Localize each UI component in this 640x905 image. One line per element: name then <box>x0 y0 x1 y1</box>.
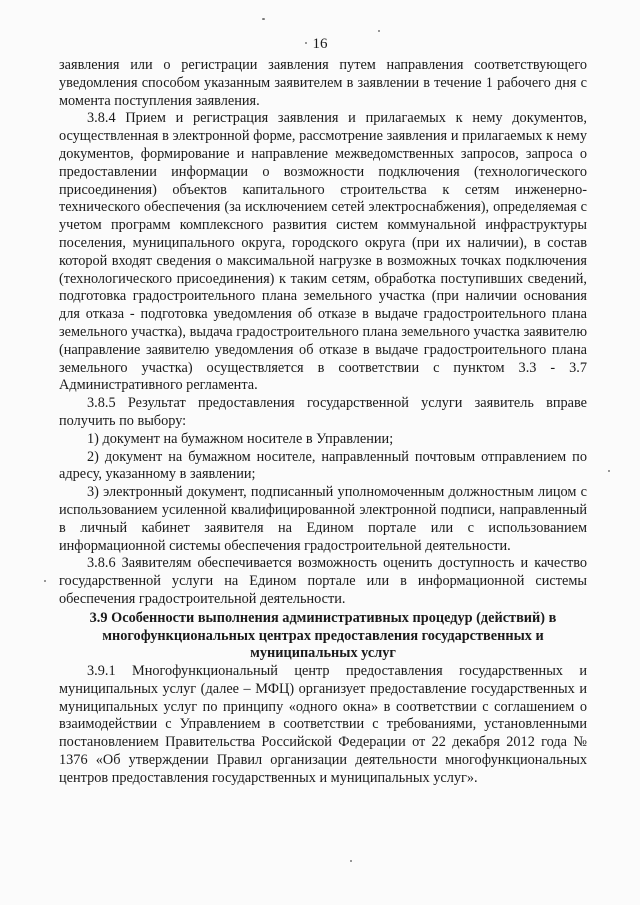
paragraph-continuation: заявления или о регистрации заявления путем направления соответствующего уведомления способом указанным заявителем в заявлении в течение 1 рабочего дня с момента поступления заявления. <box>59 57 587 109</box>
scan-speck <box>262 18 265 20</box>
paragraph-3-8-4: 3.8.4 Прием и регистрация заявления и прилагаемых к нему документов, осуществленная в электронной форме, рассмотрение заявления и прилагаемых к нему документов, формирование и направление межведомственных запросов, запроса о предоставлении информации о возможности подключения (технологического присоединения) объектов капитального строительства к сетям инженерно-технического обеспечения (за исключением сетей электроснабжения), определяемая с учетом программ комплексного развития систем коммунальной инфраструктуры поселения, муниципального округа, городского округа (при их наличии), в состав которой входят сведения о максимальной нагрузке в возможных точках подключения (технологического присоединения) к таким сетям, обработка поступивших сведений, подготовка градостроительного плана земельного участка (при наличии основания для отказа - подготовка уведомления об отказе в выдаче градостроительного плана земельного участка), выдача градостроительного плана земельного участка заявителю (направление заявителю уведомления об отказе в выдаче градостроительного плана земельного участка) осуществляется в соответствии с пунктом 3.3 - 3.7 Административного регламента. <box>59 110 587 394</box>
document-body <box>59 57 587 788</box>
scan-speck <box>350 860 352 862</box>
list-item-2: 2) документ на бумажном носителе, направленный почтовым отправлением по адресу, указанному в заявлении; <box>59 448 587 483</box>
page-number: 16 <box>312 36 328 52</box>
paragraph-3-9-1: 3.9.1 Многофункциональный центр предоставления государственных и муниципальных услуг (далее – МФЦ) организует предоставление государственных и муниципальных услуг по принципу «одного окна» в соответствии с соглашением о взаимодействии с Управлением в соответствии с требованиями, установленными постановлением Правительства Российской Федерации от 22 декабря 2012 года № 1376 «Об утверждении Правил организации деятельности многофункциональных центров предоставления государственных и муниципальных услуг». <box>59 663 587 786</box>
list-item-1: 1) документ на бумажном носителе в Управлении; <box>87 430 394 447</box>
scan-speck <box>608 470 610 472</box>
scan-speck <box>378 30 380 32</box>
paragraph-3-8-6: 3.8.6 Заявителям обеспечивается возможность оценить доступность и качество государственной услуги на Едином портале или в информационной системы обеспечения градостроительной деятельности. <box>59 555 587 607</box>
scan-speck <box>305 42 307 44</box>
section-heading-3-9: 3.9 Особенности выполнения административных процедур (действий) в многофункциональных центрах предоставления государственных и муниципальных услуг <box>89 609 557 662</box>
list-item-3: 3) электронный документ, подписанный уполномоченным должностным лицом с использованием усиленной квалифицированной электронной подписи, направленный в личный кабинет заявителя на Едином портале или с использованием информационной системы обеспечения градостроительной деятельности. <box>59 484 587 554</box>
paragraph-3-8-5: 3.8.5 Результат предоставления государственной услуги заявитель вправе получить по выбору: <box>59 395 587 429</box>
scan-speck <box>44 580 46 582</box>
